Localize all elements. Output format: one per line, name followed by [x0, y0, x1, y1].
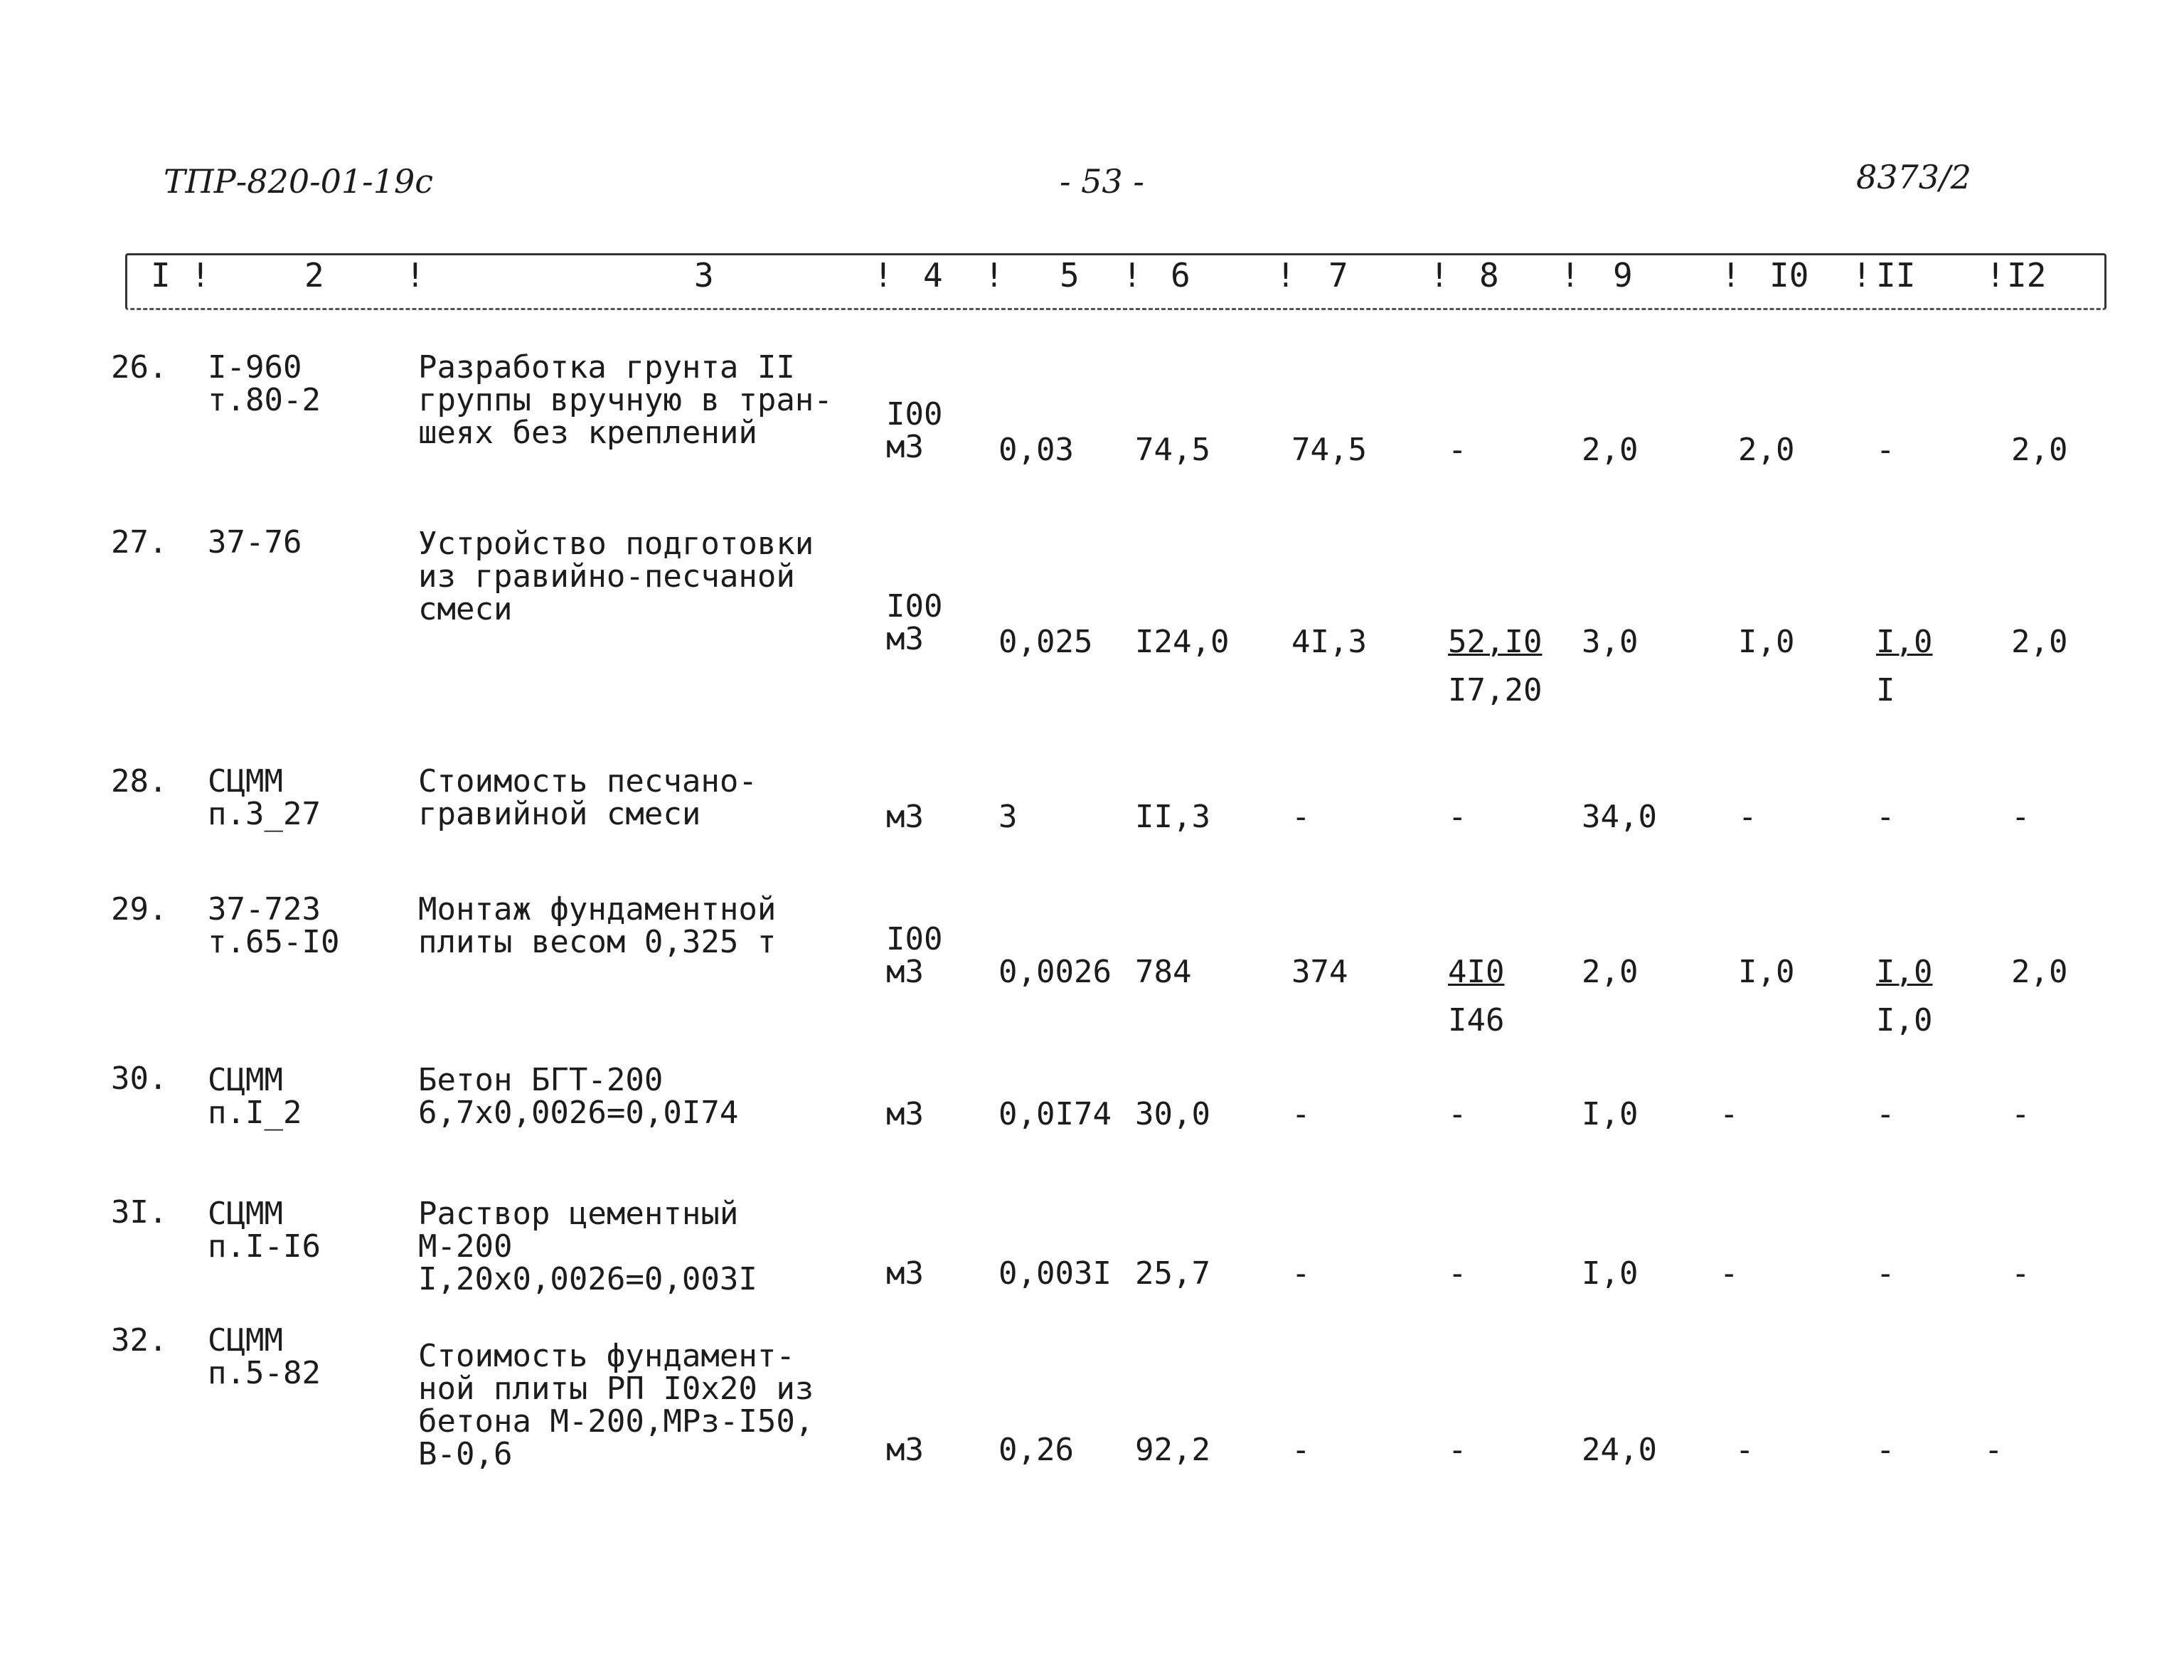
cell-col8: -	[1448, 432, 1467, 468]
column-header-10: I0	[1769, 256, 1809, 294]
cell-col10: 2,0	[1738, 432, 1795, 468]
cell-col12: -	[2011, 1096, 2030, 1132]
column-header-6: 6	[1171, 256, 1190, 294]
column-separator: !	[1986, 256, 2005, 294]
cell-col5: 3	[998, 799, 1018, 835]
cell-col6: 25,7	[1135, 1255, 1210, 1292]
cell-col5: 0,0I74	[998, 1096, 1112, 1132]
work-description: Устройство подготовки из гравийно-песчаной смеси	[418, 526, 814, 627]
cell-col8-sub: I46	[1448, 1002, 1505, 1038]
cell-col10: -	[1720, 1255, 1739, 1292]
cell-col5: 0,025	[998, 624, 1093, 660]
cell-col9: 34,0	[1582, 799, 1657, 835]
work-description: Стоимость фундамент- ной плиты РП I0х20 из бетона М-200,МРз-I50, В-0,6	[418, 1338, 814, 1472]
document-code: ТПР-820-01-19с	[164, 162, 434, 201]
cell-col9: 2,0	[1582, 954, 1639, 990]
norm-code: I-960 т.80-2	[208, 349, 321, 418]
column-separator: !	[873, 256, 893, 294]
cell-col10: -	[1738, 799, 1757, 835]
cell-col12: -	[2011, 799, 2030, 835]
cell-col11-sub: I	[1876, 672, 1895, 708]
cell-col9: I,0	[1582, 1096, 1639, 1132]
cell-col7: -	[1291, 1432, 1311, 1468]
cell-col11: -	[1876, 1255, 1895, 1292]
column-header-8: 8	[1479, 256, 1499, 294]
cell-col5: 0,26	[998, 1432, 1074, 1468]
cell-col8: 52,I0	[1448, 624, 1543, 660]
row-number: 30.	[111, 1060, 168, 1097]
cell-col11: I,0	[1876, 954, 1933, 990]
norm-code: СЦММ п.3_27	[208, 763, 321, 832]
cell-col10: I,0	[1738, 954, 1795, 990]
cell-col12: 2,0	[2011, 624, 2068, 660]
cell-col6: 74,5	[1135, 432, 1210, 468]
column-header-2: 2	[304, 256, 324, 294]
column-separator: !	[1276, 256, 1296, 294]
column-separator: !	[191, 256, 211, 294]
cell-col10: I,0	[1738, 624, 1795, 660]
cell-col10: -	[1720, 1096, 1739, 1132]
cell-col8: -	[1448, 1432, 1467, 1468]
column-separator: !	[1852, 256, 1872, 294]
cell-col8: -	[1448, 1255, 1467, 1292]
column-separator: !	[1429, 256, 1449, 294]
work-description: Монтаж фундаментной плиты весом 0,325 т	[418, 891, 777, 960]
cell-col5: 0,03	[998, 432, 1074, 468]
norm-code: 37-76	[208, 524, 302, 560]
row-number: 3I.	[111, 1194, 168, 1230]
unit: м3	[886, 1432, 924, 1468]
column-header-5: 5	[1060, 256, 1080, 294]
work-description: Стоимость песчано- гравийной смеси	[418, 763, 757, 832]
cell-col9: 2,0	[1582, 432, 1639, 468]
row-number: 27.	[111, 524, 168, 560]
cell-col5: 0,003I	[998, 1255, 1112, 1292]
cell-col9: 24,0	[1582, 1432, 1657, 1468]
column-header-11: II	[1876, 256, 1916, 294]
column-header-7: 7	[1328, 256, 1348, 294]
cell-col11: I,0	[1876, 624, 1933, 660]
cell-col6: 784	[1135, 954, 1192, 990]
cell-col8: -	[1448, 1096, 1467, 1132]
unit: I00 м3	[886, 921, 943, 990]
row-number: 29.	[111, 891, 168, 927]
cell-col9: I,0	[1582, 1255, 1639, 1292]
cell-col11-sub: I,0	[1876, 1002, 1933, 1038]
column-header-4: 4	[923, 256, 943, 294]
column-header-3: 3	[694, 256, 714, 294]
work-description: Разработка грунта II группы вручную в тран- шеях без креплений	[418, 349, 833, 451]
cell-col12: 2,0	[2011, 954, 2068, 990]
cell-col6: 92,2	[1135, 1432, 1210, 1468]
cell-col11: -	[1876, 1096, 1895, 1132]
norm-code: СЦММ п.5-82	[208, 1322, 321, 1391]
cell-col7: 74,5	[1291, 432, 1367, 468]
column-separator: !	[1122, 256, 1142, 294]
column-separator: !	[984, 256, 1004, 294]
cell-col8-sub: I7,20	[1448, 672, 1543, 708]
unit: м3	[886, 799, 924, 835]
cell-col11: -	[1876, 799, 1895, 835]
unit: м3	[886, 1255, 924, 1292]
cell-col6: 30,0	[1135, 1096, 1210, 1132]
unit: I00 м3	[886, 396, 943, 465]
column-header-12: I2	[2007, 256, 2047, 294]
cell-col8: -	[1448, 799, 1467, 835]
cell-col6: II,3	[1135, 799, 1210, 835]
cell-col12: -	[1984, 1432, 2003, 1468]
cell-col7: 374	[1291, 954, 1348, 990]
column-separator: !	[1721, 256, 1741, 294]
cell-col12: 2,0	[2011, 432, 2068, 468]
cell-col9: 3,0	[1582, 624, 1639, 660]
row-number: 28.	[111, 763, 168, 799]
cell-col10: -	[1735, 1432, 1754, 1468]
work-description: Бетон БГТ-200 6,7х0,0026=0,0I74	[418, 1062, 739, 1131]
unit: м3	[886, 1096, 924, 1132]
cell-col5: 0,0026	[998, 954, 1112, 990]
column-separator: !	[1560, 256, 1580, 294]
norm-code: 37-723 т.65-I0	[208, 891, 340, 960]
cell-col6: I24,0	[1135, 624, 1230, 660]
cell-col7: -	[1291, 799, 1311, 835]
column-header-9: 9	[1613, 256, 1633, 294]
norm-code: СЦММ п.I_2	[208, 1062, 302, 1131]
sheet-reference: 8373/2	[1856, 158, 1971, 196]
cell-col11: -	[1876, 432, 1895, 468]
cell-col7: -	[1291, 1255, 1311, 1292]
cell-col11: -	[1876, 1432, 1895, 1468]
column-header-1: I	[151, 256, 171, 294]
cell-col7: -	[1291, 1096, 1311, 1132]
row-number: 32.	[111, 1322, 168, 1359]
work-description: Раствор цементный М-200 I,20х0,0026=0,003I	[418, 1196, 757, 1297]
row-number: 26.	[111, 349, 168, 386]
cell-col12: -	[2011, 1255, 2030, 1292]
column-separator: !	[405, 256, 425, 294]
cell-col8: 4I0	[1448, 954, 1505, 990]
cell-col7: 4I,3	[1291, 624, 1367, 660]
page-number: - 53 -	[1060, 162, 1144, 201]
unit: I00 м3	[886, 588, 943, 657]
norm-code: СЦММ п.I-I6	[208, 1196, 321, 1265]
